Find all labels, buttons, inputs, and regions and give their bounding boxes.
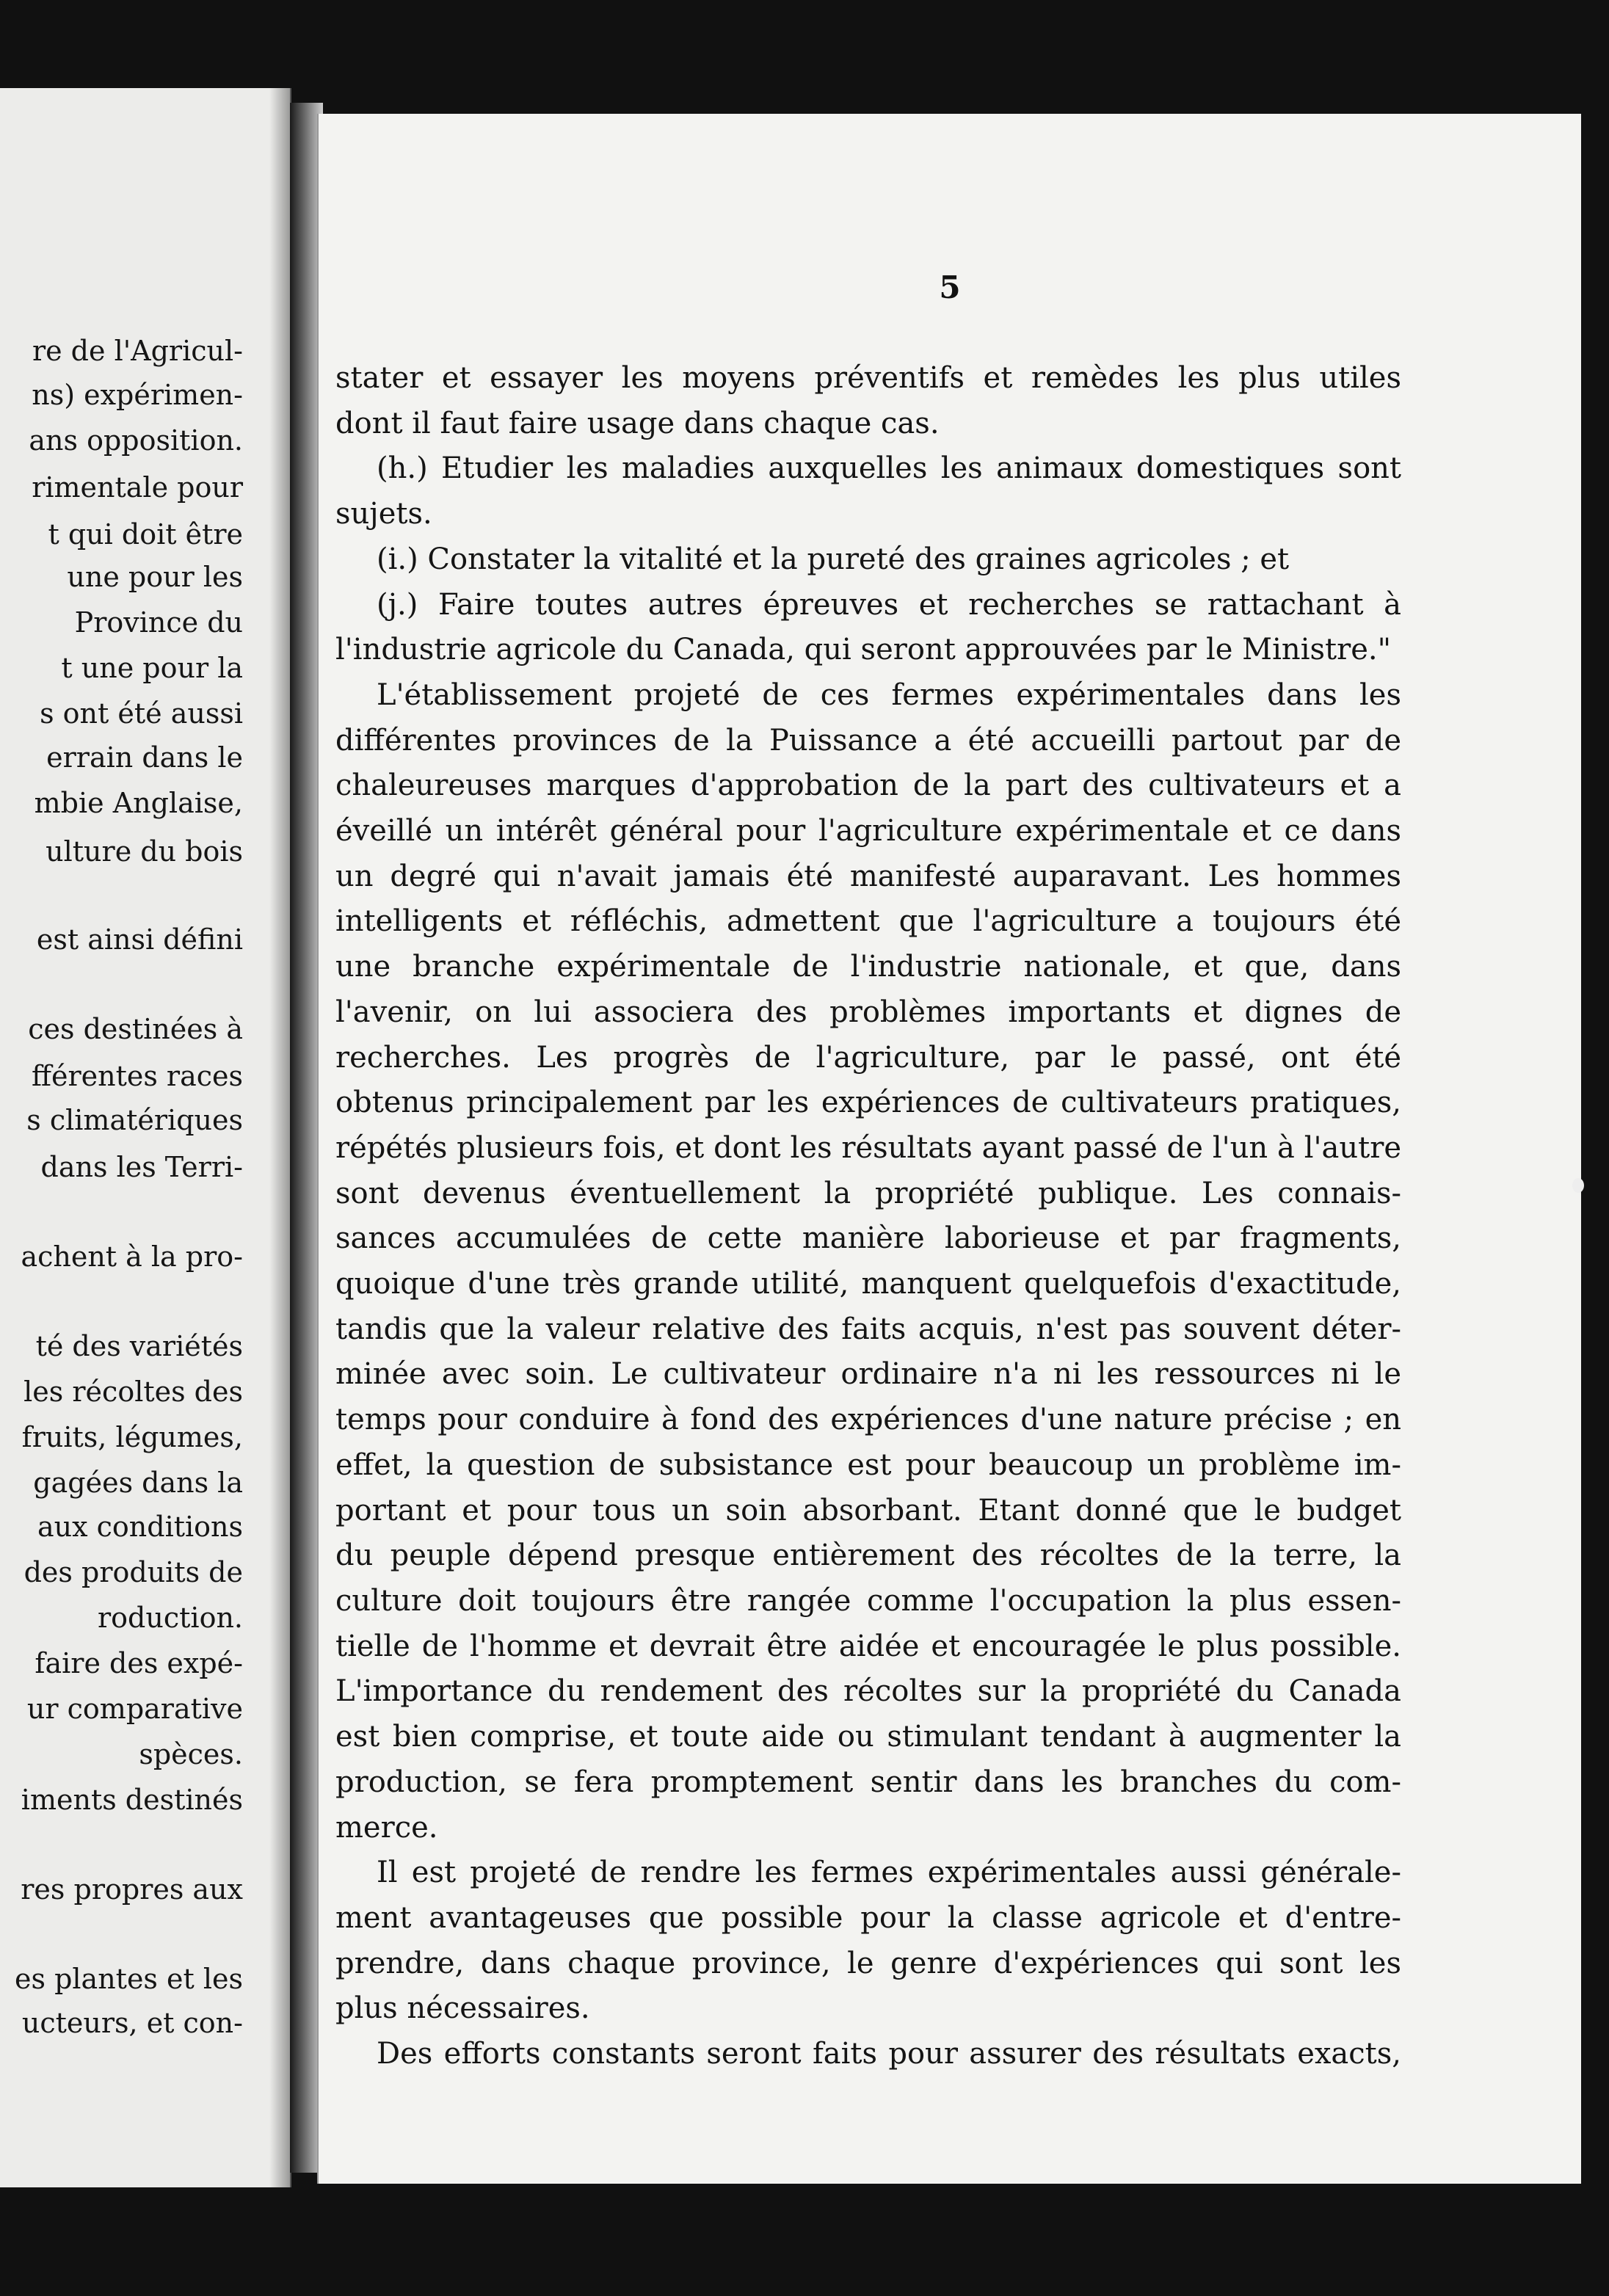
body-text-line: l'industrie agricole du Canada, qui seront approuvées par le Ministre." (335, 633, 1391, 667)
body-text-line: (h.) Etudier les maladies auxquelles les animaux domestiques sont (377, 451, 1401, 486)
body-text-line: sances accumulées de cette manière laborieuse et par fragments, (335, 1221, 1401, 1256)
left-page-line: rimentale pour (32, 471, 243, 504)
left-page-line: achent à la pro- (21, 1240, 243, 1273)
body-text-line: effet, la question de subsistance est pour beaucoup un problème im- (335, 1447, 1401, 1482)
body-text-line: obtenus principalement par les expériences de cultivateurs pratiques, (335, 1086, 1401, 1120)
left-page-line: fférentes races (31, 1060, 243, 1092)
body-text-line: (i.) Constater la vitalité et la pureté des graines agricoles ; et (377, 542, 1290, 576)
body-text-line: minée avec soin. Le cultivateur ordinaire n'a ni les ressources ni le (335, 1357, 1401, 1392)
left-page-line: les récoltes des (23, 1376, 243, 1408)
body-text-line: répétés plusieurs fois, et dont les résultats ayant passé de l'un à l'autre (335, 1130, 1401, 1165)
body-text-line: éveillé un intérêt général pour l'agriculture expérimentale et ce dans (335, 814, 1401, 849)
body-text-line: dont il faut faire usage dans chaque cas. (335, 406, 940, 440)
left-page-line: iments destinés (21, 1784, 243, 1816)
body-text-line: sujets. (335, 497, 432, 531)
body-text-line: temps pour conduire à fond des expériences d'une nature précise ; en (335, 1403, 1401, 1437)
body-text-line: prendre, dans chaque province, le genre d'expériences qui sont les (335, 1946, 1401, 1980)
body-text-line: portant et pour tous un soin absorbant. Etant donné que le budget (335, 1493, 1401, 1527)
left-page-spine-shadow (269, 88, 290, 2187)
body-text-line: est bien comprise, et toute aide ou stimulant tendant à augmenter la (335, 1720, 1401, 1754)
body-text-line: une branche expérimentale de l'industrie nationale, et que, dans (335, 950, 1401, 984)
left-page-line: faire des expé- (34, 1647, 243, 1679)
left-page-line: errain dans le (46, 741, 243, 774)
left-page-line: t une pour la (61, 652, 243, 684)
body-text-line: culture doit toujours être rangée comme l'occupation la plus essen- (335, 1583, 1401, 1618)
body-text-line: l'avenir, on lui associera des problèmes importants et dignes de (335, 995, 1401, 1029)
left-page-line: Province du (74, 606, 243, 639)
page-number: 5 (939, 269, 961, 305)
left-page-line: une pour les (67, 561, 243, 593)
left-page-line: s ont été aussi (40, 697, 243, 730)
body-text-line: (j.) Faire toutes autres épreuves et recherches se rattachant à (377, 587, 1401, 622)
body-text-line: ment avantageuses que possible pour la classe agricole et d'entre- (335, 1900, 1401, 1935)
body-text-line: quoique d'une très grande utilité, manquent quelquefois d'exactitude, (335, 1267, 1401, 1301)
left-page-line: té des variétés (35, 1330, 243, 1362)
right-page (317, 114, 1581, 2184)
speck-mark (1572, 1178, 1584, 1193)
right-page-text (335, 356, 1401, 2077)
left-page-line: ur comparative (26, 1693, 243, 1725)
left-page-line: aux conditions (37, 1511, 243, 1543)
left-page-line: res propres aux (21, 1873, 243, 1906)
left-page-line: dans les Terri- (40, 1151, 243, 1183)
body-text-line: merce. (335, 1810, 438, 1845)
body-text-line: tielle de l'homme et devrait être aidée et encouragée le plus possible. (335, 1629, 1401, 1663)
left-page-line: mbie Anglaise, (34, 787, 243, 819)
left-page-line: gagées dans la (33, 1467, 243, 1499)
left-page-line: re de l'Agricul- (32, 335, 243, 367)
left-page-line: ulture du bois (46, 835, 243, 868)
left-page-line: des produits de (23, 1556, 243, 1588)
left-page-line: spèces. (139, 1738, 243, 1770)
body-text-line: L'importance du rendement des récoltes sur la propriété du Canada (335, 1674, 1401, 1709)
left-page-line: ans opposition. (29, 424, 243, 457)
body-text-line: recherches. Les progrès de l'agriculture, par le passé, ont été (335, 1040, 1401, 1075)
body-text-line: chaleureuses marques d'approbation de la part des cultivateurs et a (335, 769, 1401, 803)
body-text-line: intelligents et réfléchis, admettent que l'agriculture a toujours été (335, 904, 1401, 939)
left-page-line: ces destinées à (28, 1013, 243, 1045)
left-page-line: roduction. (98, 1602, 243, 1634)
body-text-line: tandis que la valeur relative des faits acquis, n'est pas souvent déter- (335, 1312, 1401, 1346)
left-page-line: est ainsi défini (36, 923, 243, 956)
body-text-line: Il est projeté de rendre les fermes expérimentales aussi générale- (377, 1856, 1401, 1890)
left-page-line: fruits, légumes, (21, 1421, 243, 1453)
body-text-line: Des efforts constants seront faits pour assurer des résultats exacts, (377, 2037, 1401, 2071)
body-text-line: L'établissement projeté de ces fermes expérimentales dans les (377, 677, 1401, 712)
body-text-line: production, se fera promptement sentir dans les branches du com- (335, 1765, 1401, 1799)
left-page-line: s climatériques (26, 1104, 243, 1136)
body-text-line: un degré qui n'avait jamais été manifesté auparavant. Les hommes (335, 859, 1401, 893)
body-text-line: différentes provinces de la Puissance a été accueilli partout par de (335, 723, 1401, 758)
body-text-line: du peuple dépend presque entièrement des récoltes de la terre, la (335, 1538, 1401, 1573)
body-text-line: stater et essayer les moyens préventifs et remèdes les plus utiles (335, 361, 1401, 395)
left-page (0, 88, 291, 2187)
left-page-line: ns) expérimen- (32, 379, 243, 411)
left-page-line: t qui doit être (48, 518, 243, 551)
body-text-line: sont devenus éventuellement la propriété publique. Les connais- (335, 1176, 1401, 1210)
body-text-line: plus nécessaires. (335, 1991, 590, 2026)
left-page-line: ucteurs, et con- (21, 2007, 243, 2039)
left-page-line: es plantes et les (15, 1963, 243, 1995)
